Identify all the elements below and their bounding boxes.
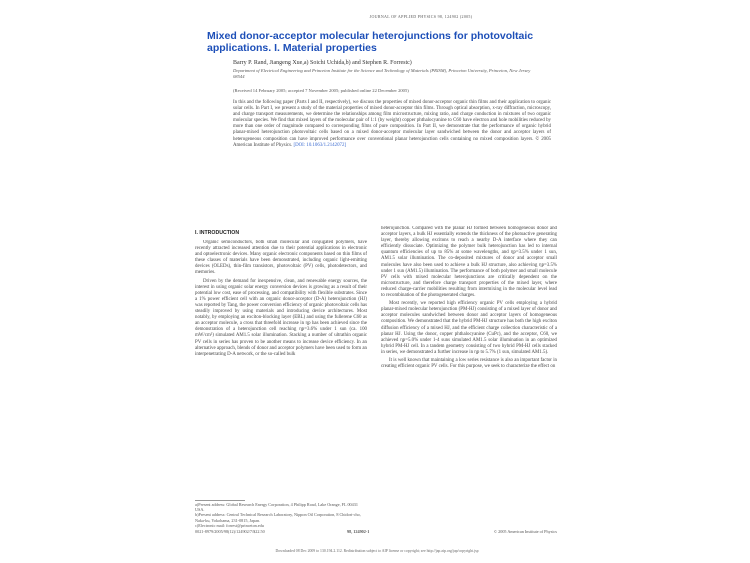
abstract xyxy=(233,100,551,149)
left-column xyxy=(195,240,367,506)
footnote: c)Electronic mail: forrest@princeton.edu xyxy=(195,522,264,528)
author-list: Barry P. Rand, Jiangeng Xue,a) Soichi Uchida,b) and Stephen R. Forrestc) xyxy=(233,60,412,66)
doi-link[interactable]: [DOI: 10.1063/1.2142072] xyxy=(293,142,347,148)
paragraph: Most recently, we reported high efficiency organic PV cells employing a hybrid planar-mixed molecular heterojunction (PM-HJ) consisting of a mixed layer of donor and acceptor molecules sandwiched between donor and acceptor layers of homogeneous composition. We demonstrated that the hybrid PM-HJ structure has both the high exciton diffusion efficiency of a mixed HJ, and the efficient charge collection characteristic of a planar HJ. Using the donor, copper phthalocyanine (CuPc), and the acceptor, C60, we achieved ηp=5.0% under 1-4 suns simulated AM1.5 solar illumination in an optimized hybrid PM-HJ cell. In a tandem geometry consisting of two hybrid PM-HJ cells stacked in series, we demonstrated a further increase in ηp to 5.7% (1 sun, simulated AM1.5). xyxy=(381,301,557,355)
paragraph: It is well known that maintaining a low series resistance is also an important factor in creating efficient organic PV cells. For this purpose, we seek to characterize the effect on xyxy=(381,357,557,370)
footnote: b)Present address: Central Technical Research Laboratory, Nippon Oil Corporation, 8 Chidori-cho, Naka-ku, Yokohama, 231-0815, Japan. xyxy=(195,512,361,523)
received-dates: (Received 14 February 2005; accepted 7 November 2005; published online 22 December 2005) xyxy=(233,88,409,93)
footer-issn: 0021-8979/2005/98(12)/124902/7/$22.50 xyxy=(195,529,265,534)
journal-page xyxy=(173,8,577,556)
abstract-text: In this and the following paper (Parts I and II, respectively), we discuss the properties of mixed donor-acceptor organic thin films and their application to organic solar cells. In Part I, we present a study of the material properties of mixed donor-acceptor thin films. Through optical absorption, x-ray diffraction, microscopy, and charge transport measurements, we determine the relationships among film microstructure, mixing ratio, and charge conduction in mixtures of two organic molecular species. We find that mixed layers of the molecular pair of 1:1 (by weight) copper phthalocyanine to C60 have electron and hole mobilities reduced by more than one order of magnitude compared to corresponding films of pure composition. In Part II, we demonstrate that the performance of organic hybrid planar-mixed heterojunction photovoltaic cells based on a mixed donor-acceptor molecular layer sandwiched between the donor and acceptor layers of heterogeneous composition can have improved performance over conventional planar heterojunction cells containing no mixed composition layers. © 2005 American Institute of Physics. xyxy=(233,100,551,148)
footnote: a)Present address: Global Research Energy Corporation, 4 Philipp Road, Lake Orange, FL 00431 USA. xyxy=(195,502,358,513)
paper-title: Mixed donor-acceptor molecular heterojunctions for photovoltaic applications. I. Material properties xyxy=(207,30,534,54)
section-heading: I. INTRODUCTION xyxy=(195,230,240,236)
paragraph: Organic semiconductors, both small molecular and conjugated polymers, have recently attracted increased attention due to their potential applications in electronic and optoelectronic devices. Many organic electronic components based on thin films of these classes of materials have been demonstrated, including organic light-emitting devices (OLEDs), thin-film transistors, photovoltaic (PV) cells, photodetectors, and memories. xyxy=(195,240,367,276)
right-column xyxy=(381,226,557,522)
footer-page-number: 98, 124902-1 xyxy=(347,529,370,534)
running-head: JOURNAL OF APPLIED PHYSICS 98, 124902 (2005) xyxy=(369,14,473,19)
footer-copyright: © 2005 American Institute of Physics xyxy=(493,529,557,534)
paragraph: Driven by the demand for inexpensive, clean, and renewable energy sources, the interest in using organic solar energy conversion devices is growing as a result of their potential low cost, ease of processing, and compatibility with flexible substrates. Since a 1% power efficient cell with an organic donor-acceptor (D-A) heterojunction (HJ) was reported by Tang, the power conversion efficiency of organic photovoltaic cells has steadily improved by using materials and introducing device architectures. Most notably, by employing an exciton-blocking layer (EBL) and using the fullerene C60 as an acceptor molecule, a cross that threefold increase in ηp has been achieved since the demonstration of a heterojunction cell reaching ηp=3.6% under 1 sun (ca. 100 mW/cm²) simulated AM1.5 solar illumination. Stacking a number of ultrathin organic PV cells in series has proven to be another means to increase device efficiency. In an alternative approach, blends of donor and acceptor polymers have been used to form an interpenetrating D-A network, or the so-called bulk xyxy=(195,278,367,357)
download-notice: Downloaded 08 Dec 2009 to 130.194.2.112. Redistribution subject to AIP license or copyright; see http://jap.aip.org/jap/copyright.jsp xyxy=(275,549,479,553)
paragraph: heterojunction. Compared with the planar HJ formed between homogeneous donor and acceptor layers, a bulk HJ essentially extends the thickness of the photoactive generating layer, thereby allowing excitons to reach a nearby D-A interface where they can efficiently dissociate. Optimizing the polymer bulk heterojunction has led to internal quantum efficiencies of up to 85% at some wavelengths, and ηp=3.5% under 1 sun, AM1.5 solar illumination. The co-deposited mixtures of donor and acceptor small molecules have also been used to achieve a bulk HJ structure, also achieving ηp=3.5% under 1 sun (AM1.5) illumination. The performance of both polymer and small molecule PV cells with mixed molecular heterojunctions are critically dependent on the microstructure, and therefore charge transport properties of the mixed layer, where reduced charge-carrier mobilities resulting from intermixing in the molecular level lead to recombination of the photogenerated charges. xyxy=(381,226,557,299)
footnote-rule xyxy=(195,500,245,501)
footnotes xyxy=(195,502,367,528)
affiliation: Department of Electrical Engineering and Princeton Institute for the Science and Technology of Materials (PRISM), Princeton University, Princeton, New Jersey 08544 xyxy=(233,68,531,79)
